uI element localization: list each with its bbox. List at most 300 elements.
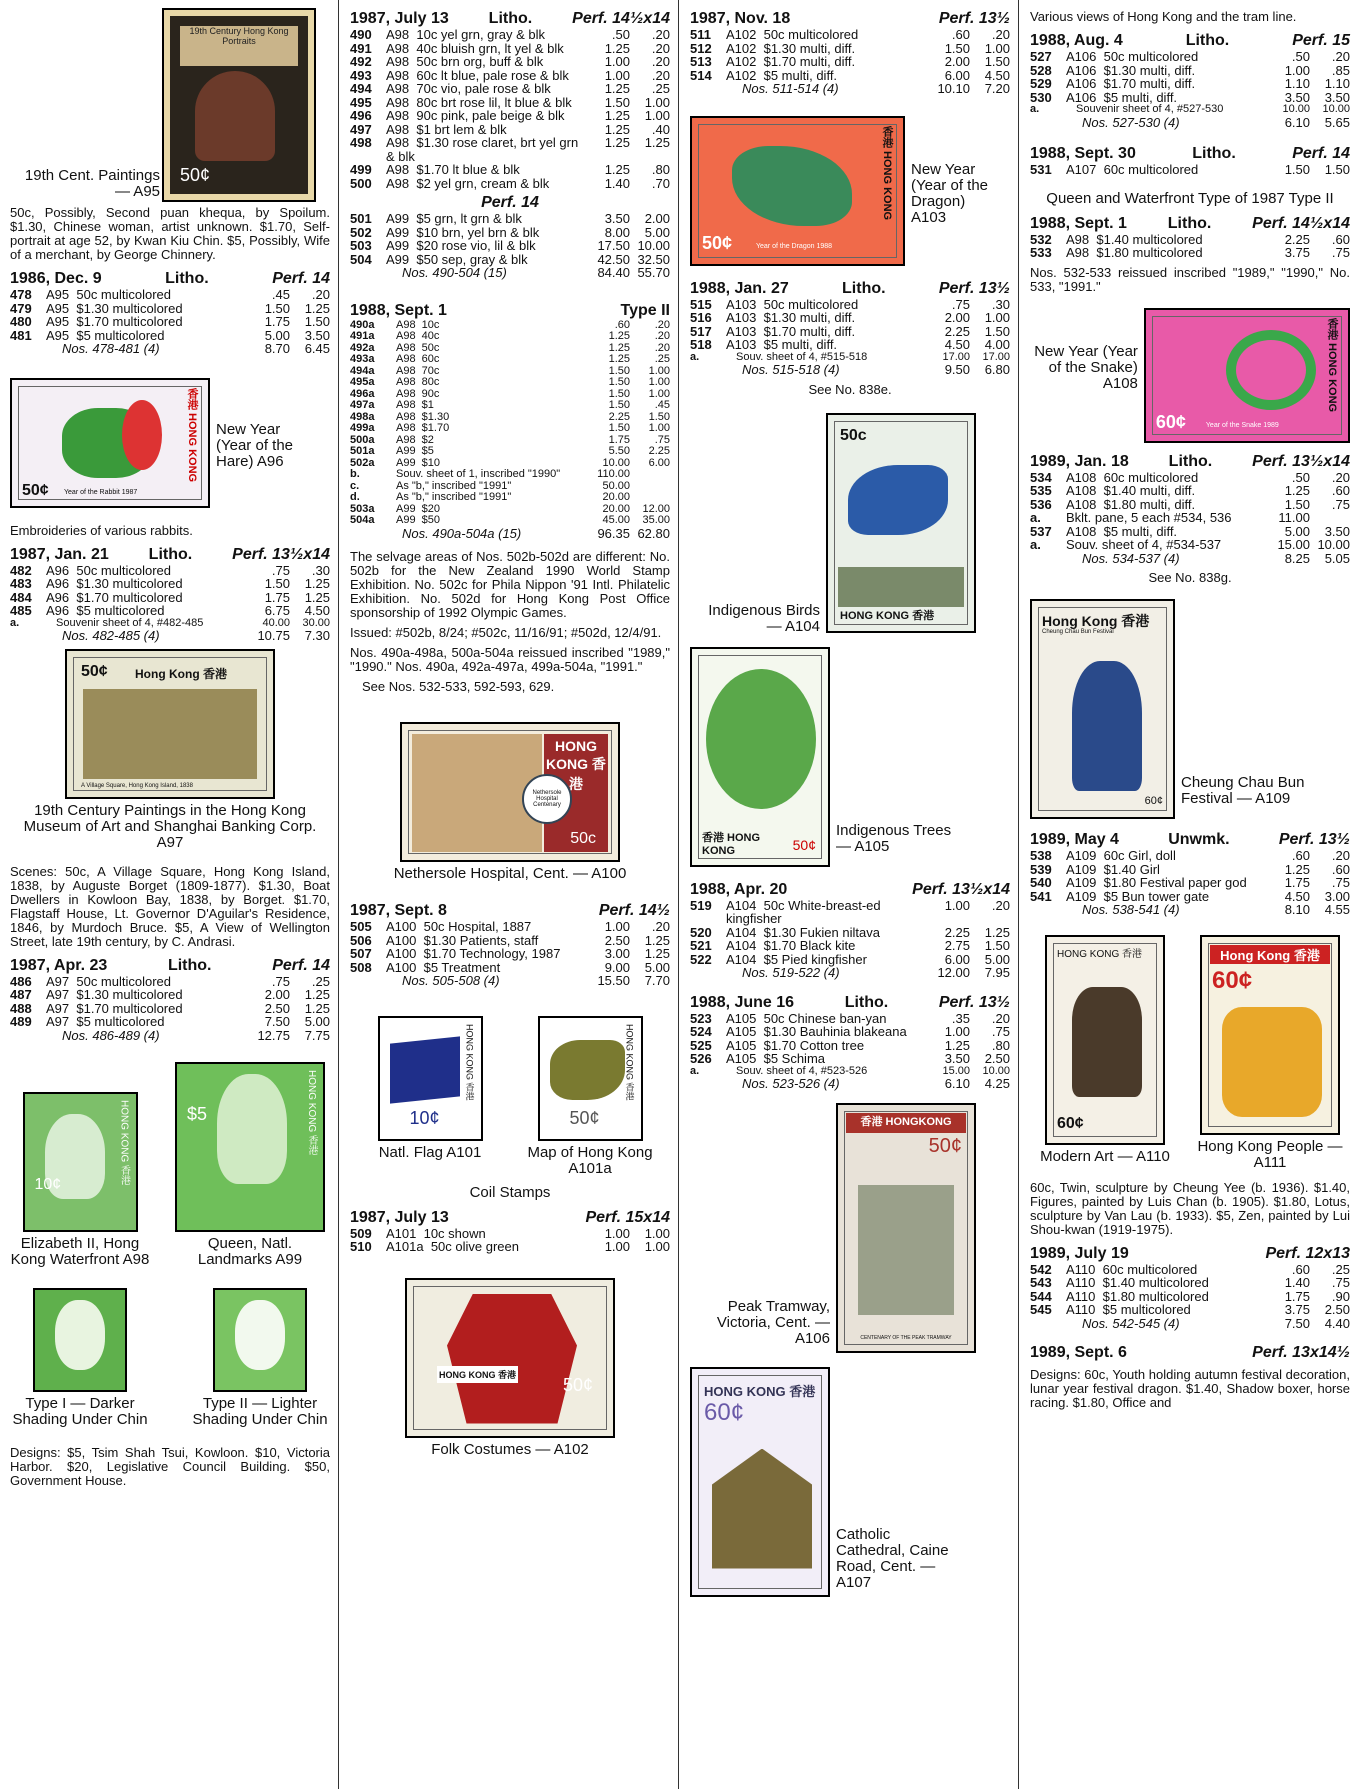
stamp-a99-value: $5 (187, 1104, 208, 1124)
stamp-description: Souv. sheet of 4, #534-537 (1066, 537, 1222, 552)
stamp-description: A98 10c yel grn, gray & blk (386, 27, 545, 42)
table-row (350, 109, 670, 123)
table-row (350, 253, 670, 267)
a107-caption: Catholic Cathedral, Caine Road, Cent. — A107 (836, 1525, 949, 1591)
table-row (690, 28, 1010, 42)
price-unused: 1.00 (1284, 62, 1310, 78)
stamp-description: A105 $5 Schima (726, 1051, 826, 1066)
catalog-number: 506 (350, 932, 372, 948)
price-used: .30 (991, 296, 1010, 312)
price-unused: 1.50 (1284, 162, 1310, 177)
price-unused: 1.50 (608, 387, 630, 400)
price-unused: 1.40 (1284, 1275, 1310, 1290)
catalog-number: c. (350, 479, 360, 492)
national-flag (390, 1036, 460, 1103)
issue-total (1030, 552, 1350, 566)
issue-table (690, 1012, 1010, 1066)
price-used: 2.50 (984, 1051, 1010, 1066)
stamp-description: A95 $1.30 multicolored (46, 300, 183, 316)
perf-subheader: Perf. 14 (481, 194, 539, 211)
price-used: 1.00 (984, 40, 1010, 56)
stamp-a96-legend: Year of the Rabbit 1987 (64, 488, 138, 496)
stamp-a101a-country: HONG KONG 香港 (624, 1023, 635, 1101)
total-used: 7.95 (984, 965, 1010, 980)
total-used: 6.80 (984, 362, 1010, 377)
stamp-description: A105 50c Chinese ban-yan (726, 1010, 887, 1026)
stamp-a108-country: 香港 HONG KONG (1326, 317, 1338, 412)
price-unused: .75 (271, 562, 290, 578)
price-used: .20 (651, 67, 670, 83)
price-unused: 2.00 (944, 310, 970, 325)
table-row (350, 123, 670, 137)
price-unused: 50.00 (602, 479, 630, 492)
issue-table (350, 920, 670, 974)
catalog-number: 497a (350, 399, 375, 411)
kingfisher-bird (848, 465, 948, 535)
price-unused: 2.25 (944, 924, 970, 940)
price-unused: 1.25 (604, 135, 630, 150)
stamp-a99 (175, 1062, 325, 1232)
catalog-number: 516 (690, 310, 712, 325)
table-row (10, 564, 330, 578)
price-used: 1.25 (304, 576, 330, 591)
catalog-number: 495a (350, 376, 375, 388)
table-row (690, 338, 1010, 352)
total-used: 5.05 (1324, 550, 1350, 566)
table-row (690, 926, 1010, 940)
stamp-description: A99 $50 (396, 514, 441, 526)
price-used: 3.50 (1324, 89, 1350, 105)
stamp-description: A100 $1.70 Technology, 1987 (386, 946, 561, 961)
issue-header-1987-jan-21: 1987, Jan. 21 Litho. Perf. 13½x14 (10, 545, 330, 563)
price-used: 10.00 (982, 1064, 1010, 1077)
stamp-a101-country: HONG KONG 香港 (464, 1023, 475, 1101)
table-row (350, 69, 670, 83)
a95-caption: 19th Cent. Paintings — A95 (24, 167, 160, 200)
price-unused: 1.50 (608, 364, 630, 377)
a105-caption: Indigenous Trees — A105 (836, 821, 952, 855)
stamp-description: A98 80c brt rose lil, lt blue & blk (386, 94, 572, 110)
catalog-number: 502 (350, 224, 372, 240)
price-used: .85 (1331, 62, 1350, 78)
type-1-detail (33, 1288, 127, 1392)
price-unused: 1.75 (264, 589, 290, 605)
stamp-description: A105 $1.30 Bauhinia blakeana (726, 1024, 907, 1039)
stamp-description: A95 $5 multicolored (46, 327, 165, 343)
stamp-description: A102 $5 multi, diff. (726, 67, 838, 83)
stamp-description: A102 50c multicolored (726, 27, 859, 42)
stamp-a101-value: 10¢ (409, 1107, 440, 1128)
price-used: .20 (1331, 49, 1350, 64)
stamp-a106-value: 50¢ (928, 1134, 962, 1157)
table-row (690, 42, 1010, 56)
sub-letter: a. (690, 350, 700, 363)
stamp-a106-country: 香港 HONGKONG (846, 1113, 966, 1133)
stamp-description: A98 $1.70 (396, 422, 450, 434)
stamp-description: Bklt. pane, 5 each #534, 536 (1066, 510, 1232, 525)
table-row (690, 1052, 1010, 1066)
price-unused: 1.50 (264, 300, 290, 316)
issue-table (690, 28, 1010, 82)
stamp-description: A103 $5 multi, diff. (726, 337, 838, 352)
queen-waterfront-heading: Queen and Waterfront Type of 1987 Type II (1046, 189, 1334, 207)
price-unused: 3.75 (1284, 245, 1310, 260)
catalog-number: 509 (350, 1225, 372, 1241)
stamp-description: A106 $5 multi, diff. (1066, 89, 1178, 105)
twin-sculpture (1072, 987, 1142, 1097)
total-used: 7.20 (984, 81, 1010, 96)
price-unused: .50 (1291, 49, 1310, 64)
table-row (350, 212, 670, 226)
price-used: 2.50 (1324, 1302, 1350, 1317)
price-unused: 1.50 (608, 422, 630, 434)
stamp-description: A97 $1.70 multicolored (46, 1000, 183, 1016)
stamp-description: A104 50c White-breast-ed kingfisher (726, 897, 885, 926)
price-unused: 2.50 (264, 1000, 290, 1016)
stamp-description: A98 $2 (396, 433, 434, 446)
price-used: 1.00 (648, 364, 670, 377)
catalog-number: 507 (350, 946, 372, 961)
table-row (350, 96, 670, 110)
stamp-description: A98 $1.30 (396, 410, 450, 423)
table-row (1030, 849, 1350, 863)
price-unused: 45.00 (602, 514, 630, 526)
price-unused: .75 (271, 973, 290, 989)
price-unused: 4.50 (1284, 888, 1310, 904)
price-unused: 1.50 (604, 94, 630, 110)
price-used: 1.50 (648, 410, 670, 423)
catalog-number: 484 (10, 589, 32, 605)
price-used: .20 (991, 897, 1010, 913)
stamp-description: A102 $1.70 multi, diff. (726, 54, 856, 69)
issue-header-1988-aug-4: 1988, Aug. 4 Litho. Perf. 15 (1030, 32, 1350, 49)
stamp-description: A97 $1.30 multicolored (46, 987, 183, 1002)
stamp-a100-country: HONG KONG 香港 (546, 738, 606, 792)
stamp-a111-country: Hong Kong 香港 (1210, 945, 1330, 964)
catalog-number: 499 (350, 162, 372, 177)
catalog-number: 514 (690, 67, 712, 83)
price-used: 35.00 (642, 514, 670, 526)
see-note: See No. 838g. (1148, 570, 1232, 585)
stamp-description: A98 40c (396, 330, 440, 342)
catalog-number: 482 (10, 562, 32, 578)
stamp-a95-title: 19th Century Hong Kong Portraits (180, 26, 298, 66)
stamp-a105-value: 50¢ (792, 836, 816, 853)
stamp-a109 (1030, 599, 1175, 819)
stamp-description: A104 $1.70 Black kite (726, 938, 856, 953)
table-row (350, 331, 670, 343)
issue-header-1987-apr-23: 1987, Apr. 23 Litho. Perf. 14 (10, 956, 330, 974)
price-unused: 3.00 (604, 946, 630, 961)
table-row (1030, 233, 1350, 247)
price-unused: 3.75 (1284, 1302, 1310, 1317)
issue-total (1030, 116, 1350, 130)
table-row (690, 311, 1010, 325)
price-used: .60 (1331, 483, 1350, 498)
price-unused: 2.50 (604, 932, 630, 948)
price-unused: 42.50 (597, 251, 630, 267)
catalog-number: 496 (350, 108, 372, 123)
stamp-description: A98 10c (396, 318, 440, 331)
issue-total (1030, 1317, 1350, 1331)
price-unused: 1.00 (944, 1024, 970, 1039)
price-used: .80 (991, 1037, 1010, 1053)
price-unused: .45 (271, 287, 290, 302)
table-row (350, 400, 670, 412)
total-unused: 96.35 (597, 525, 630, 541)
stamp-a108 (1144, 308, 1350, 443)
total-used: 4.25 (984, 1076, 1010, 1091)
stamp-a106-legend: CENTENARY OF THE PEAK TRAMWAY (860, 1334, 952, 1341)
stamp-a102-value: 50¢ (562, 1374, 593, 1395)
price-used: 1.25 (304, 589, 330, 605)
stamp-description: A97 $5 multicolored (46, 1014, 165, 1029)
price-unused: .60 (614, 318, 630, 331)
a110-caption: Modern Art — A110 (1040, 1147, 1170, 1165)
stamp-a96 (10, 378, 210, 508)
total-used: 55.70 (637, 265, 670, 280)
issue-total (10, 342, 330, 356)
total-used: 6.45 (304, 341, 330, 356)
price-used: 3.50 (304, 327, 330, 343)
catalog-number: a. (1030, 537, 1041, 552)
table-row (350, 377, 670, 389)
stamp-a107-value: 60¢ (704, 1398, 745, 1426)
catalog-number: 537 (1030, 523, 1052, 539)
a96-caption: New Year (Year of the Hare) A96 (216, 420, 293, 470)
issue-total (10, 1029, 330, 1043)
price-used: 1.25 (644, 946, 670, 961)
price-used: 4.50 (304, 603, 330, 618)
table-row (350, 163, 670, 177)
stamp-description: A104 $5 Pied kingfisher (726, 951, 867, 967)
catalog-number: 522 (690, 951, 712, 967)
total-label: Nos. 534-537 (4) (1082, 550, 1180, 566)
price-used: 1.50 (1324, 162, 1350, 177)
stamp-description: A96 50c multicolored (46, 562, 172, 578)
table-row (350, 136, 670, 163)
price-unused: .35 (951, 1010, 970, 1026)
total-used: 62.80 (637, 525, 670, 541)
issue-total (350, 974, 670, 988)
price-unused: 1.00 (604, 1225, 630, 1241)
table-row (690, 69, 1010, 83)
issue-header-1987-jul-13: 1987, July 13 Litho. Perf. 14½x14 (350, 10, 670, 27)
price-unused: 3.50 (604, 211, 630, 226)
table-row (10, 577, 330, 591)
catalog-number: 511 (690, 27, 711, 42)
table-row (10, 329, 330, 343)
price-unused: 10.00 (602, 456, 630, 469)
table-row (10, 288, 330, 302)
table-row (350, 177, 670, 191)
price-unused: 1.50 (1284, 496, 1310, 512)
price-unused: 9.00 (604, 959, 630, 975)
stamp-a98-country: HONG KONG 香港 (118, 1100, 130, 1186)
catalog-number: 485 (10, 603, 32, 618)
a111-description: Designs: 60c, Youth holding autumn festival decoration, lunar year festival dragon. $1.40, Shadow boxer, horse racing. $1.80, Office and (1030, 1367, 1350, 1410)
stamp-description: A95 50c multicolored (46, 287, 172, 302)
price-used: 1.00 (644, 94, 670, 110)
catalog-number: 541 (1030, 888, 1052, 904)
stamp-a98 (23, 1092, 138, 1232)
price-unused: 5.50 (608, 445, 630, 457)
price-used: 1.25 (644, 135, 670, 150)
table-row (1030, 50, 1350, 64)
stamp-description: A108 $5 multi, diff. (1066, 523, 1178, 539)
stamp-description: A103 $1.30 multi, diff. (726, 310, 856, 325)
catalog-number: 517 (690, 323, 712, 339)
total-unused: 12.00 (937, 965, 970, 980)
price-unused: .60 (951, 27, 970, 42)
catalog-number: 494 (350, 81, 372, 96)
catalog-number: a. (1030, 510, 1041, 525)
table-row (350, 354, 670, 366)
issue-total (1030, 903, 1350, 917)
stamp-a107 (690, 1367, 830, 1597)
table-row (350, 961, 670, 975)
stamp-description: A98 60c lt blue, pale rose & blk (386, 67, 569, 83)
price-used: 1.00 (644, 108, 670, 123)
table-row (350, 947, 670, 961)
stamp-a104-value: 50c (840, 426, 867, 444)
stamp-a95-value: 50¢ (180, 165, 211, 185)
price-unused: 20.00 (602, 491, 630, 503)
catalog-number: 493 (350, 67, 372, 83)
stamp-a107-country: HONG KONG 香港 (704, 1383, 816, 1399)
table-row (350, 239, 670, 253)
catalog-number: 479 (10, 300, 32, 316)
designs-note: Designs: $5, Tsim Shah Tsui, Kowloon. $10, Victoria Harbor. $20, Legislative Council Building. $50, Government House. (10, 1445, 330, 1488)
stamp-description: A108 $1.80 multi, diff. (1066, 496, 1196, 512)
table-row (1030, 890, 1350, 904)
table-row (1030, 1290, 1350, 1304)
table-row (1030, 64, 1350, 78)
price-unused: 1.00 (604, 919, 630, 934)
stamp-a103 (690, 116, 905, 266)
issue-table (1030, 471, 1350, 552)
price-unused: 5.00 (264, 327, 290, 343)
catalog-number: d. (350, 491, 360, 503)
table-row (1030, 91, 1350, 105)
column-2 (340, 0, 680, 1789)
stamp-description: A99 $20 rose vio, lil & blk (386, 238, 536, 253)
catalog-number: 495 (350, 94, 372, 110)
price-unused: 1.00 (604, 54, 630, 69)
catalog-number: 493a (350, 353, 375, 365)
price-used: .20 (1331, 848, 1350, 863)
stamp-a105-country: 香港 HONG KONG (702, 831, 761, 857)
sub-description: Souv. sheet of 4, #515-518 (736, 350, 868, 363)
table-row (1030, 538, 1350, 552)
catalog-number: 499a (350, 422, 375, 434)
stamp-a101a-value: 50¢ (569, 1107, 600, 1128)
banyan-tree (706, 669, 816, 809)
stamp-description: A103 50c multicolored (726, 296, 859, 312)
stamp-description: A99 $5 grn, lt grn & blk (386, 211, 522, 226)
total-unused: 6.10 (1284, 114, 1310, 130)
price-unused: 1.75 (264, 314, 290, 329)
catalog-number: 545 (1030, 1302, 1052, 1317)
issue-header-1987-jul-13-coil: 1987, July 13 Perf. 15x14 (350, 1208, 670, 1226)
catalog-number: 508 (350, 959, 372, 975)
a96-note: Embroideries of various rabbits. (10, 522, 193, 538)
price-unused: .60 (1291, 848, 1310, 863)
price-used: .75 (991, 1024, 1010, 1039)
price-unused: 6.75 (264, 603, 290, 618)
stamp-a97-value: 50¢ (81, 662, 108, 680)
stamp-description: A99 $50 sep, gray & blk (386, 251, 528, 267)
price-used: 1.00 (648, 422, 670, 434)
see-note: See No. 838e. (808, 381, 892, 397)
price-unused: 1.25 (604, 40, 630, 56)
sub-description: Souv. sheet of 4, #523-526 (736, 1064, 868, 1077)
stamp-a108-legend: Year of the Snake 1989 (1205, 421, 1279, 429)
price-used: .75 (1331, 1275, 1350, 1290)
catalog-number: 527 (1030, 49, 1052, 64)
a101a-caption: Map of Hong Kong A101a (527, 1143, 653, 1177)
total-used: 7.75 (304, 1027, 330, 1043)
catalog-number: 502a (350, 456, 375, 469)
price-unused: 2.25 (608, 410, 630, 423)
price-used: 1.25 (984, 924, 1010, 940)
table-row (350, 423, 670, 435)
stamp-description: A99 $20 (396, 502, 441, 515)
table-row (350, 1240, 670, 1254)
price-unused: .50 (1291, 469, 1310, 485)
stamp-a98-value: 10¢ (34, 1176, 62, 1193)
stamp-description: A99 $10 brn, yel brn & blk (386, 224, 540, 240)
stamp-a101 (378, 1016, 483, 1141)
price-used: 1.00 (644, 1239, 670, 1254)
issue-table (350, 1227, 670, 1254)
issue-total (10, 629, 330, 643)
price-used (630, 492, 670, 504)
stamp-description: A97 50c multicolored (46, 973, 172, 989)
catalog-number: 542 (1030, 1261, 1052, 1277)
price-used: 1.00 (648, 387, 670, 400)
peak-tramway-scene (858, 1185, 954, 1315)
catalog-number: 487 (10, 987, 32, 1002)
table-row (350, 226, 670, 240)
price-unused: 11.00 (1278, 510, 1310, 525)
price-used: 1.25 (644, 932, 670, 948)
stamp-description: A108 $1.40 multi, diff. (1066, 483, 1196, 498)
catalog-number: 491a (350, 330, 375, 342)
table-row (1030, 77, 1350, 91)
stamp-a106 (836, 1103, 976, 1353)
table-row (350, 82, 670, 96)
issue-table (1030, 1263, 1350, 1317)
issue-header-1987-nov-18: 1987, Nov. 18 Perf. 13½ (690, 10, 1010, 27)
table-row (690, 1039, 1010, 1053)
stamp-description: A98 70c vio, pale rose & blk (386, 81, 551, 96)
price-unused: 1.25 (1284, 861, 1310, 877)
price-used: .20 (991, 27, 1010, 42)
price-unused: 2.00 (944, 54, 970, 69)
issue-header-1989-sept-6: 1989, Sept. 6 Perf. 13x14½ (1030, 1344, 1350, 1361)
a108-caption: New Year (Year of the Snake) A108 (1034, 342, 1138, 392)
stamp-a108-value: 60¢ (1155, 411, 1186, 432)
stamp-a103-value: 50¢ (702, 232, 733, 253)
price-unused: 1.25 (1284, 483, 1310, 498)
price-unused: 20.00 (602, 502, 630, 515)
price-used: 3.00 (1324, 888, 1350, 904)
price-used: .20 (651, 919, 670, 934)
issue-table (10, 288, 330, 342)
catalog-number: 478 (10, 287, 32, 302)
table-row (350, 469, 670, 481)
